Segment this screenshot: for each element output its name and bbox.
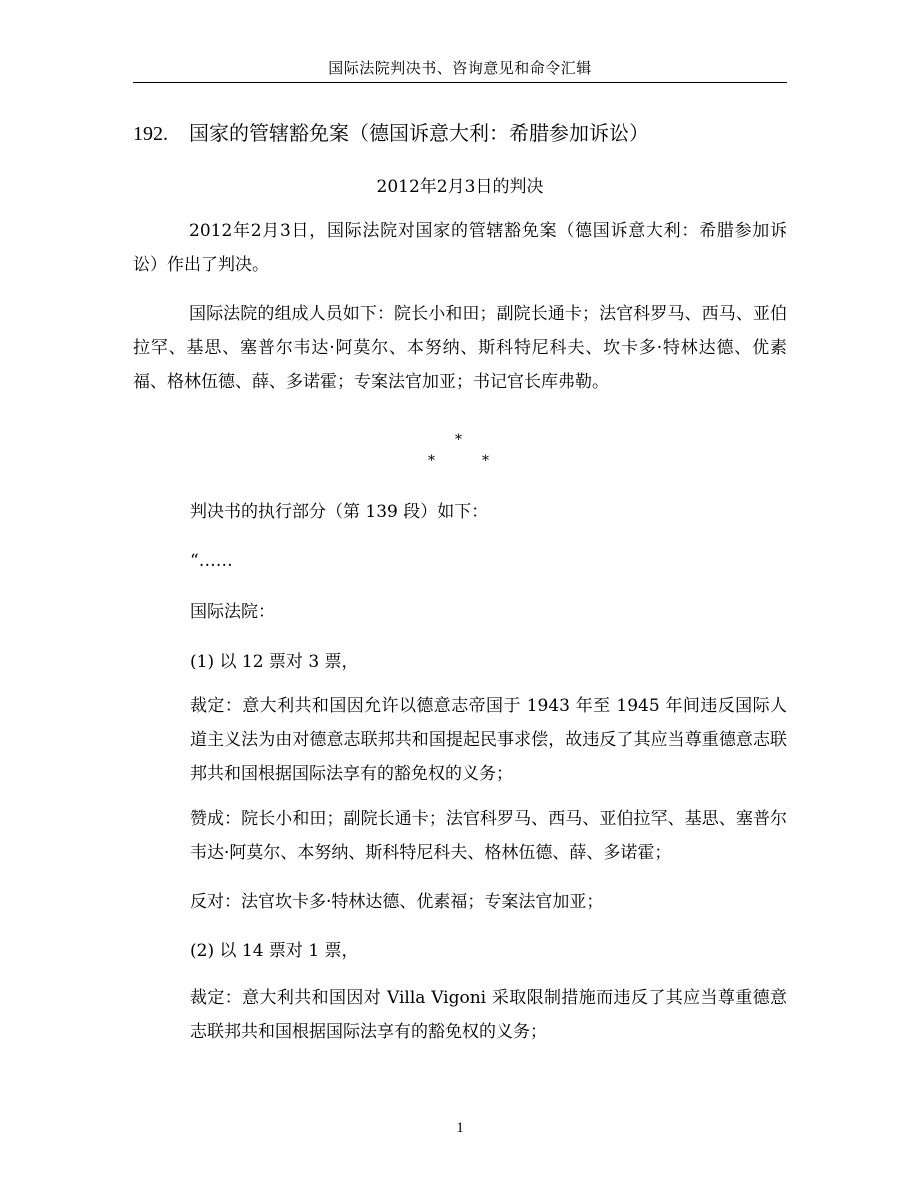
- header-rule: [133, 82, 787, 83]
- vote-2: (2) 以 14 票对 1 票，: [190, 941, 359, 961]
- case-title-text: 国家的管辖豁免案（德国诉意大利：希腊参加诉讼）: [189, 121, 649, 145]
- page-number: 1: [456, 1120, 464, 1136]
- judgment-date-heading: 2012年2月3日的判决: [376, 177, 544, 197]
- case-title: [133, 117, 793, 146]
- court-heading: 国际法院：: [190, 602, 275, 622]
- finding-1: 裁定：意大利共和国因允许以德意志帝国于 1943 年至 1945 年间违反国际人道主义法为由对德意志联邦共和国提起民事求偿，故违反了其应当尊重德意志联邦共和国根据国际法享有的豁免权的义务；: [190, 696, 787, 784]
- finding-2: 裁定：意大利共和国因对 Villa Vigoni 采取限制措施而违反了其应当尊重德意志联邦共和国根据国际法享有的豁免权的义务；: [190, 988, 787, 1042]
- separator-star-right: *: [482, 453, 489, 469]
- intro-paragraph: 2012年2月3日，国际法院对国家的管辖豁免案（德国诉意大利：希腊参加诉讼）作出了判决。: [133, 221, 787, 275]
- running-header: 国际法院判决书、咨询意见和命令汇辑: [328, 59, 592, 77]
- against-1: 反对：法官坎卡多·特林达德、优素福；专案法官加亚；: [190, 892, 604, 912]
- case-number: 192.: [133, 123, 168, 145]
- operative-intro: 判决书的执行部分（第 139 段）如下：: [190, 502, 489, 522]
- composition-paragraph: 国际法院的组成人员如下：院长小和田；副院长通卡；法官科罗马、西马、亚伯拉罕、基思、塞普尔韦达·阿莫尔、本努纳、斯科特尼科夫、坎卡多·特林达德、优素福、格林伍德、薛、多诺霍；专案法官加亚；书记官长库弗勒。: [133, 304, 787, 392]
- vote-1: (1) 以 12 票对 3 票，: [190, 652, 359, 672]
- quote-open: “……: [190, 551, 233, 571]
- separator-star-left: *: [428, 453, 435, 469]
- in-favour-1: 赞成：院长小和田；副院长通卡；法官科罗马、西马、亚伯拉罕、基思、塞普尔韦达·阿莫尔、本努纳、斯科特尼科夫、格林伍德、薛、多诺霍；: [190, 809, 787, 863]
- separator-star-top: *: [455, 432, 462, 448]
